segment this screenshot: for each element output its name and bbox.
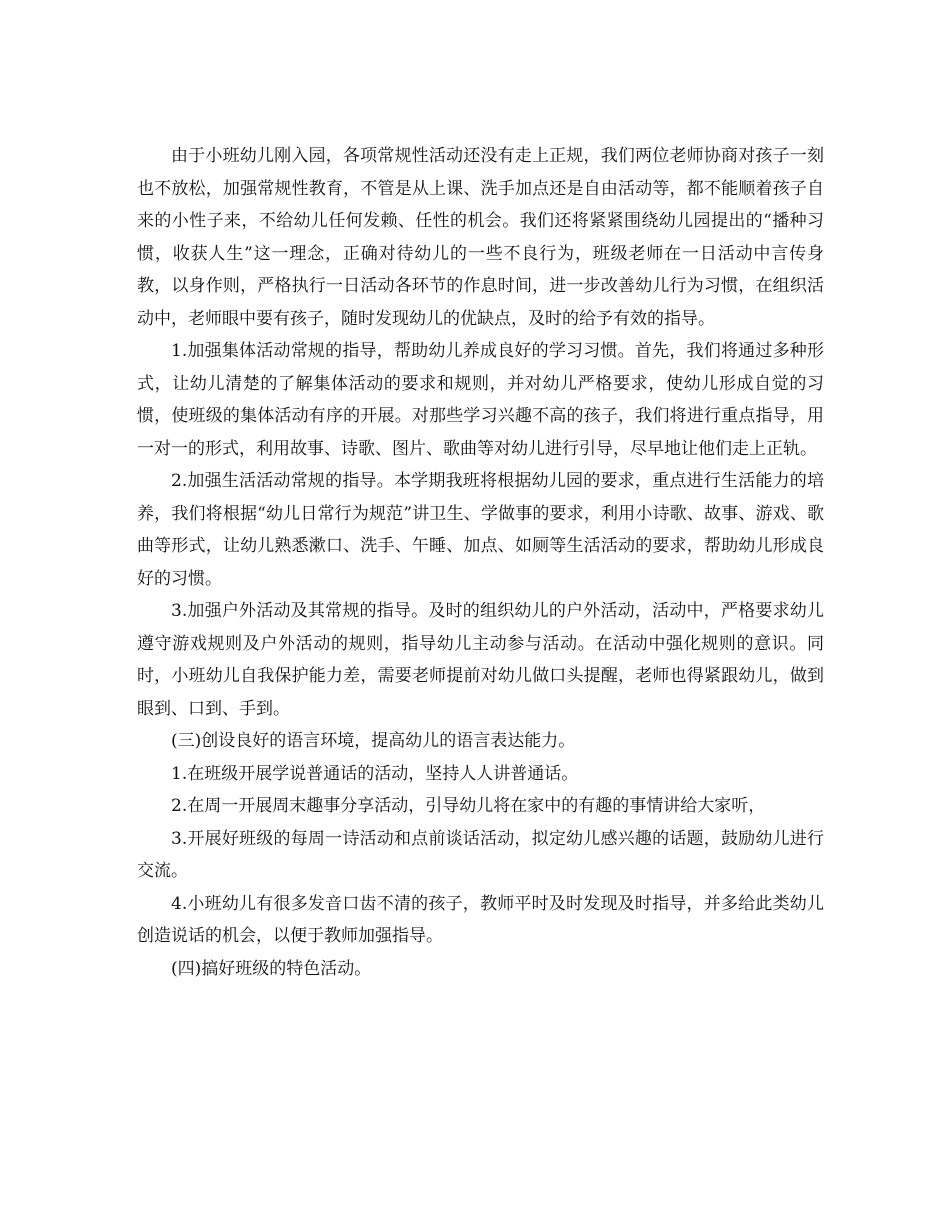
section-heading-featured-activity: (四)搞好班级的特色活动。 <box>171 958 372 979</box>
paragraph-outdoor-activity: 3.加强户外活动及其常规的指导。及时的组织幼儿的户外活动，活动中，严格要求幼儿遵守游戏规则及户外活动的规则，指导幼儿主动参与活动。在活动中强化规则的意识。同时，小班幼儿自我保护能力差，需要老师提前对幼儿做口头提醒，老师也得紧跟幼儿，做到眼到、口到、手到。 <box>137 601 824 719</box>
section-heading-language: (三)创设良好的语言环境，提高幼儿的语言表达能力。 <box>171 731 576 751</box>
paragraph-weekly-poem: 3.开展好班级的每周一诗活动和点前谈话活动，拟定幼儿感兴趣的话题，鼓励幼儿进行交流。 <box>137 828 824 881</box>
paragraph-weekend-sharing: 2.在周一开展周末趣事分享活动，引导幼儿将在家中的有趣的事情讲给大家听， <box>171 796 766 816</box>
paragraph-collective-activity: 1.加强集体活动常规的指导，帮助幼儿养成良好的学习习惯。首先，我们将通过多种形式，让幼儿清楚的了解集体活动的要求和规则，并对幼儿严格要求，使幼儿形成自觉的习惯，使班级的集体活动有序的开展。对那些学习兴趣不高的孩子，我们将进行重点指导，用一对一的形式，利用故事、诗歌、图片、歌曲等对幼儿进行引导，尽早地让他们走上正轨。 <box>137 341 824 459</box>
paragraph-life-activity: 2.加强生活活动常规的指导。本学期我班将根据幼儿园的要求，重点进行生活能力的培养，我们将根据“幼儿日常行为规范”讲卫生、学做事的要求，利用小诗歌、故事、游戏、歌曲等形式，让幼儿熟悉漱口、洗手、午睡、加点、如厕等生活活动的要求，帮助幼儿形成良好的习惯。 <box>137 471 824 589</box>
paragraph-routine-education: 由于小班幼儿刚入园，各项常规性活动还没有走上正规，我们两位老师协商对孩子一刻也不放松，加强常规性教育，不管是从上课、洗手加点还是自由活动等，都不能顺着孩子自来的小性子来，不给幼儿任何发赖、任性的机会。我们还将紧紧围绕幼儿园提出的“播种习惯，收获人生”这一理念，正确对待幼儿的一些不良行为，班级老师在一日活动中言传身教，以身作则，严格执行一日活动各环节的作息时间，进一步改善幼儿行为习惯，在组织活动中，老师眼中要有孩子，随时发现幼儿的优缺点，及时的给予有效的指导。 <box>137 146 824 329</box>
paragraph-pronunciation: 4.小班幼儿有很多发音口齿不清的孩子，教师平时及时发现及时指导，并多给此类幼儿创造说话的机会，以便于教师加强指导。 <box>137 893 824 946</box>
paragraph-mandarin: 1.在班级开展学说普通话的活动，坚持人人讲普通话。 <box>171 763 579 784</box>
